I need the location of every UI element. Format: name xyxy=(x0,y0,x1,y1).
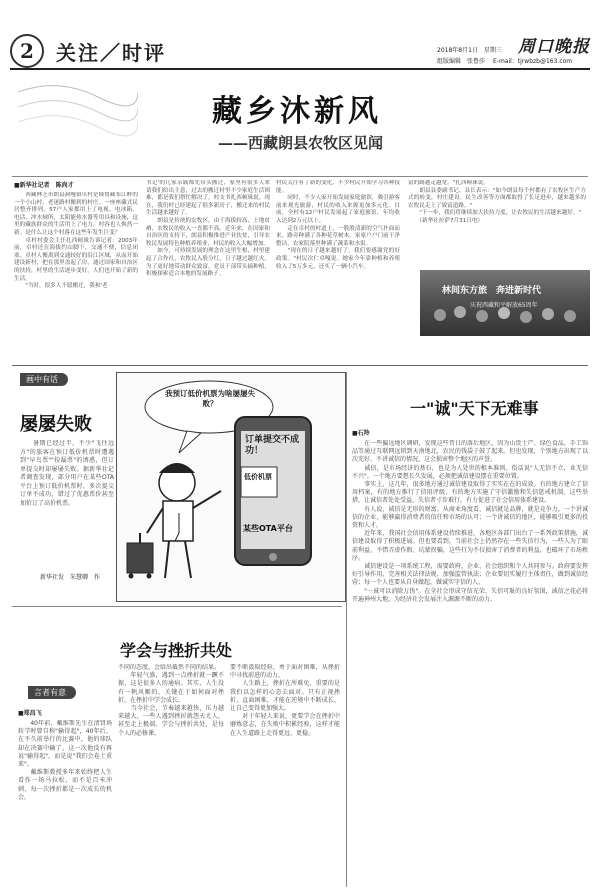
essay-title: 一"诚"天下无难事 xyxy=(410,399,539,418)
cartoon-section-tag: 画中有话 xyxy=(20,373,68,386)
lead-title-decoration xyxy=(18,72,138,142)
phone-ticket-text: 低价机票 xyxy=(244,473,272,481)
lead-subtitle: ——西藏朗县农牧区见闻 xyxy=(218,134,384,152)
lead-title: 藏乡沐新风 xyxy=(212,94,382,129)
column-section-tag: 言者有意 xyxy=(28,686,76,699)
page-number: 2 xyxy=(10,34,44,68)
phone-brand-text: 某些OTA平台 xyxy=(243,524,293,533)
lower-rule xyxy=(12,606,342,607)
cartoon-body: 暑期已经过半，不少"飞往远方"的旅客在预订低价机票时遭遇到"早鸟票""捡漏票"的诱惑，但订单提交时却屡屡失败。据新华社记者调查发现，部分用户在某些OTA平台上预订低价机票时，多次提交订单不成功，错过了优惠票价甚至加价订了高价机票。 xyxy=(20,440,114,507)
column-byline: ■郑昌飞 xyxy=(18,710,42,717)
column-title: 学会与挫折共处 xyxy=(120,641,233,660)
header-editor: 组版编辑 张鲁莎 xyxy=(437,58,486,65)
lead-photo xyxy=(420,270,590,336)
essay-body: 在一些偏远地区调研，发现这些昔日的落后地区，因为山货土产、绿色食品，手工饰品等通过互联网远销到天南地北，农民的钱袋子鼓了起来。但也发现，个别地方出现了以次充好、不讲诚信的情况，这会损害整个地区的声誉。 诚信，是市场经济的基石，也是为人处世的根本准则。俗话说"人无信不立，业无信不兴"。一个地方要想长久发展，必须把诚信建设摆在重要位置。 事实上，这几年，很多地方通过诚信建设取得了实实在在的成效。有的地方建立了信用档案，有的地方推行了信用评级，有的地方实施了守信激励和失信惩戒机制。这些举措，让诚信者处处受益，失信者寸步难行，有力促进了社会信用体系建设。 有人说，诚信是无形的财富。从商业角度看，诚信就是品牌，就是竞争力。一个讲诚信的企业，能够赢得消费者的信任和市场的认可；一个讲诚信的地区，能够吸引更多的投资和人才。 近年来，我国社会信用体系建设持续推进，各地区各部门出台了一系列政策措施，诚信建设取得了积极进展。但也要看到，当前社会上仍然存在一些失信行为，一些人为了眼前利益，不惜弄虚作假、坑蒙拐骗，这些行为不仅损害了消费者的利益，也破坏了市场秩序。 诚信建设是一项系统工程，需要政府、企业、社会组织和个人共同参与。政府要发挥好引导作用，完善相关法律法规，加强监管执法；企业要切实履行主体责任，做到诚信经营；每一个人也要从自身做起，做诚实守信的人。 "一诚可以消除万伪"。在全社会形成守信光荣、失信可耻的良好氛围，诚信之花必将开遍神州大地，为经济社会发展注入源源不断的动力。 xyxy=(352,440,588,603)
column-col-3: 要不断汲取经验，勇于面对困难，从挫折中寻找前进的动力。 人生路上，挫折在所难免，重要的是我们以怎样的心态去面对。只有正视挫折、直面困难，才能在逆境中不断成长，让自己变得更加强大。 对于年轻人来说，更要学会在挫折中磨炼意志，在失败中积累经验，这样才能在人生道路上走得更远、更稳。 xyxy=(230,664,340,737)
cartoon-title: 屡屡失败 xyxy=(20,414,92,435)
column-col-2: 不同的态度，会给出截然不同的结果。 年轻气盛，遇到一点挫折就一蹶不振，这是很多人的通病。其实，人生没有一帆风顺的，关键在于如何面对挫折，在挫折中学会成长。 当今社会，节奏越来越快，压力越来越大，一些人遇到挫折就怨天尤人，甚至走上极端。学会与挫折共处，是每个人的必修课。 xyxy=(118,664,224,737)
newspaper-logo: 周口晚报 xyxy=(518,37,590,57)
decoration-lines xyxy=(18,72,138,142)
phone-error-text: 订单提交不成功！ xyxy=(245,435,300,456)
section-title: 关注／时评 xyxy=(56,41,166,65)
cartoon-author: 新华社发 朱慧卿 作 xyxy=(40,574,101,581)
mid-rule xyxy=(12,365,588,366)
speech-bubble-text: 我预订低价机票为啥屡屡失败？ xyxy=(165,389,255,408)
essay-byline: ■石羚 xyxy=(352,430,370,437)
lead-col-3: 村民关注有了新的变化，不少村民开始学习各种技能。 同时，不少人家开始发展家庭旅馆，吸引游客前来观光旅游，村民的收入来源更加多元化。目前，全村有12户村民发展起了家庭旅馆，年均收入达到2万元以上。 走在卓村的村道上，一股股清新的空气扑面而来。路旁种满了各种花草树木，家家户户门前干净整洁，农家院落里种满了蔬菜和水果。 "现在的日子越来越好了，我们要感谢党的好政策。"村民次仁卓嘎说。她家今年靠种植和养殖收入了5万多元，还买了一辆小汽车。 xyxy=(276,180,400,270)
cartoon-image xyxy=(116,372,346,602)
lead-col-1: 西藏林芝市朗县洞嘎镇卓村是隆鲁藏布江畔的一个小山村，老迷路村搬到的村庄。一座座藏式民居整齐排列，57户人家都用上了电视、电冰箱、电话、冲水厕所，太阳能热水器等用具和设施，这里的藏族群众的生活用上了电力，村容也人焕然一新。是什么让这个村落在这些年发生巨变？ 卓村村委会主任扎西顿珠告诉记者：2003年前，卓村还在海拔约山脚下，交通不便，信息闭塞。卓村人搬离到交通较好的沿江区域，从而开始建设新村，把在那里盖起了房，通过国家和自治区的扶持，村里的生活逐步变好，人们也开始了新的生活。 "当时，很多人不愿搬迁，我和'老 xyxy=(14,192,138,290)
photo-caption-main: 林间东方旅 奔进新时代 xyxy=(442,286,542,296)
lead-title-rule xyxy=(12,176,588,177)
header-rule xyxy=(10,68,590,70)
column-divider xyxy=(346,372,347,887)
lead-col-2: 书记'的几家亲戚都先带头搬迁，家里有很多人来请我们给出主意，过去的搬迁村里不少家庭生活困难，都是我们帮忙解决了。村支书扎西顿珠说。现在，我们村已经建起了很多新房子，搬迁来的村民生活越来越好了。 朗县是传统的农牧区，由于海拔较高，土地贫瘠，农牧民的收入一直都不高。近年来，在国家和自治区的支持下，朗县积极推进产业扶贫，引导农牧民发展特色种植养殖业，村民的收入大幅增加。 如今，可持续发展的理念在这里生根，村里建起了合作社，农牧民入股分红，日子越过越红火。为了更好地带动群众致富，党员干部带头搞种植，积极探索适合本地的发展路子。 xyxy=(146,180,270,278)
header-email: E-mail：tjrwbzb@163.com xyxy=(493,58,573,65)
lead-col-4: 富的路越走越宽。"扎西顿珠说。 朗县县委副书记、县长表示："如今朗县每个村都有了农牧区生产方式的转变，村庄建设、民生改善等方面都取得了长足进步，越来越多的农牧民走上了致富道路。" "下一步，我们将继续加大扶持力度，让农牧民的生活越来越好。" （新华社拉萨7月31日电） xyxy=(408,180,586,224)
header-date: 2018年8月1日 星期三 xyxy=(437,47,502,54)
column-col-1: 40年前，戴维斯先生在清肾场转学时曾自称"输得起"，40年后，在不久前举行的比赛中，他的球队却在决赛中输了。这一次他没有再说"输得起"，而是说"我们会卷土重来"。 戴维斯教授多年来始终把人生看作一场马拉松，而不是百米冲刺，每一次挫折都是一次成长的机会。 xyxy=(18,720,112,801)
photo-caption-sub: 庆祝西藏和平解放65周年 xyxy=(470,302,538,309)
lead-byline: ■新华社记者 陈尚才 xyxy=(14,182,74,189)
